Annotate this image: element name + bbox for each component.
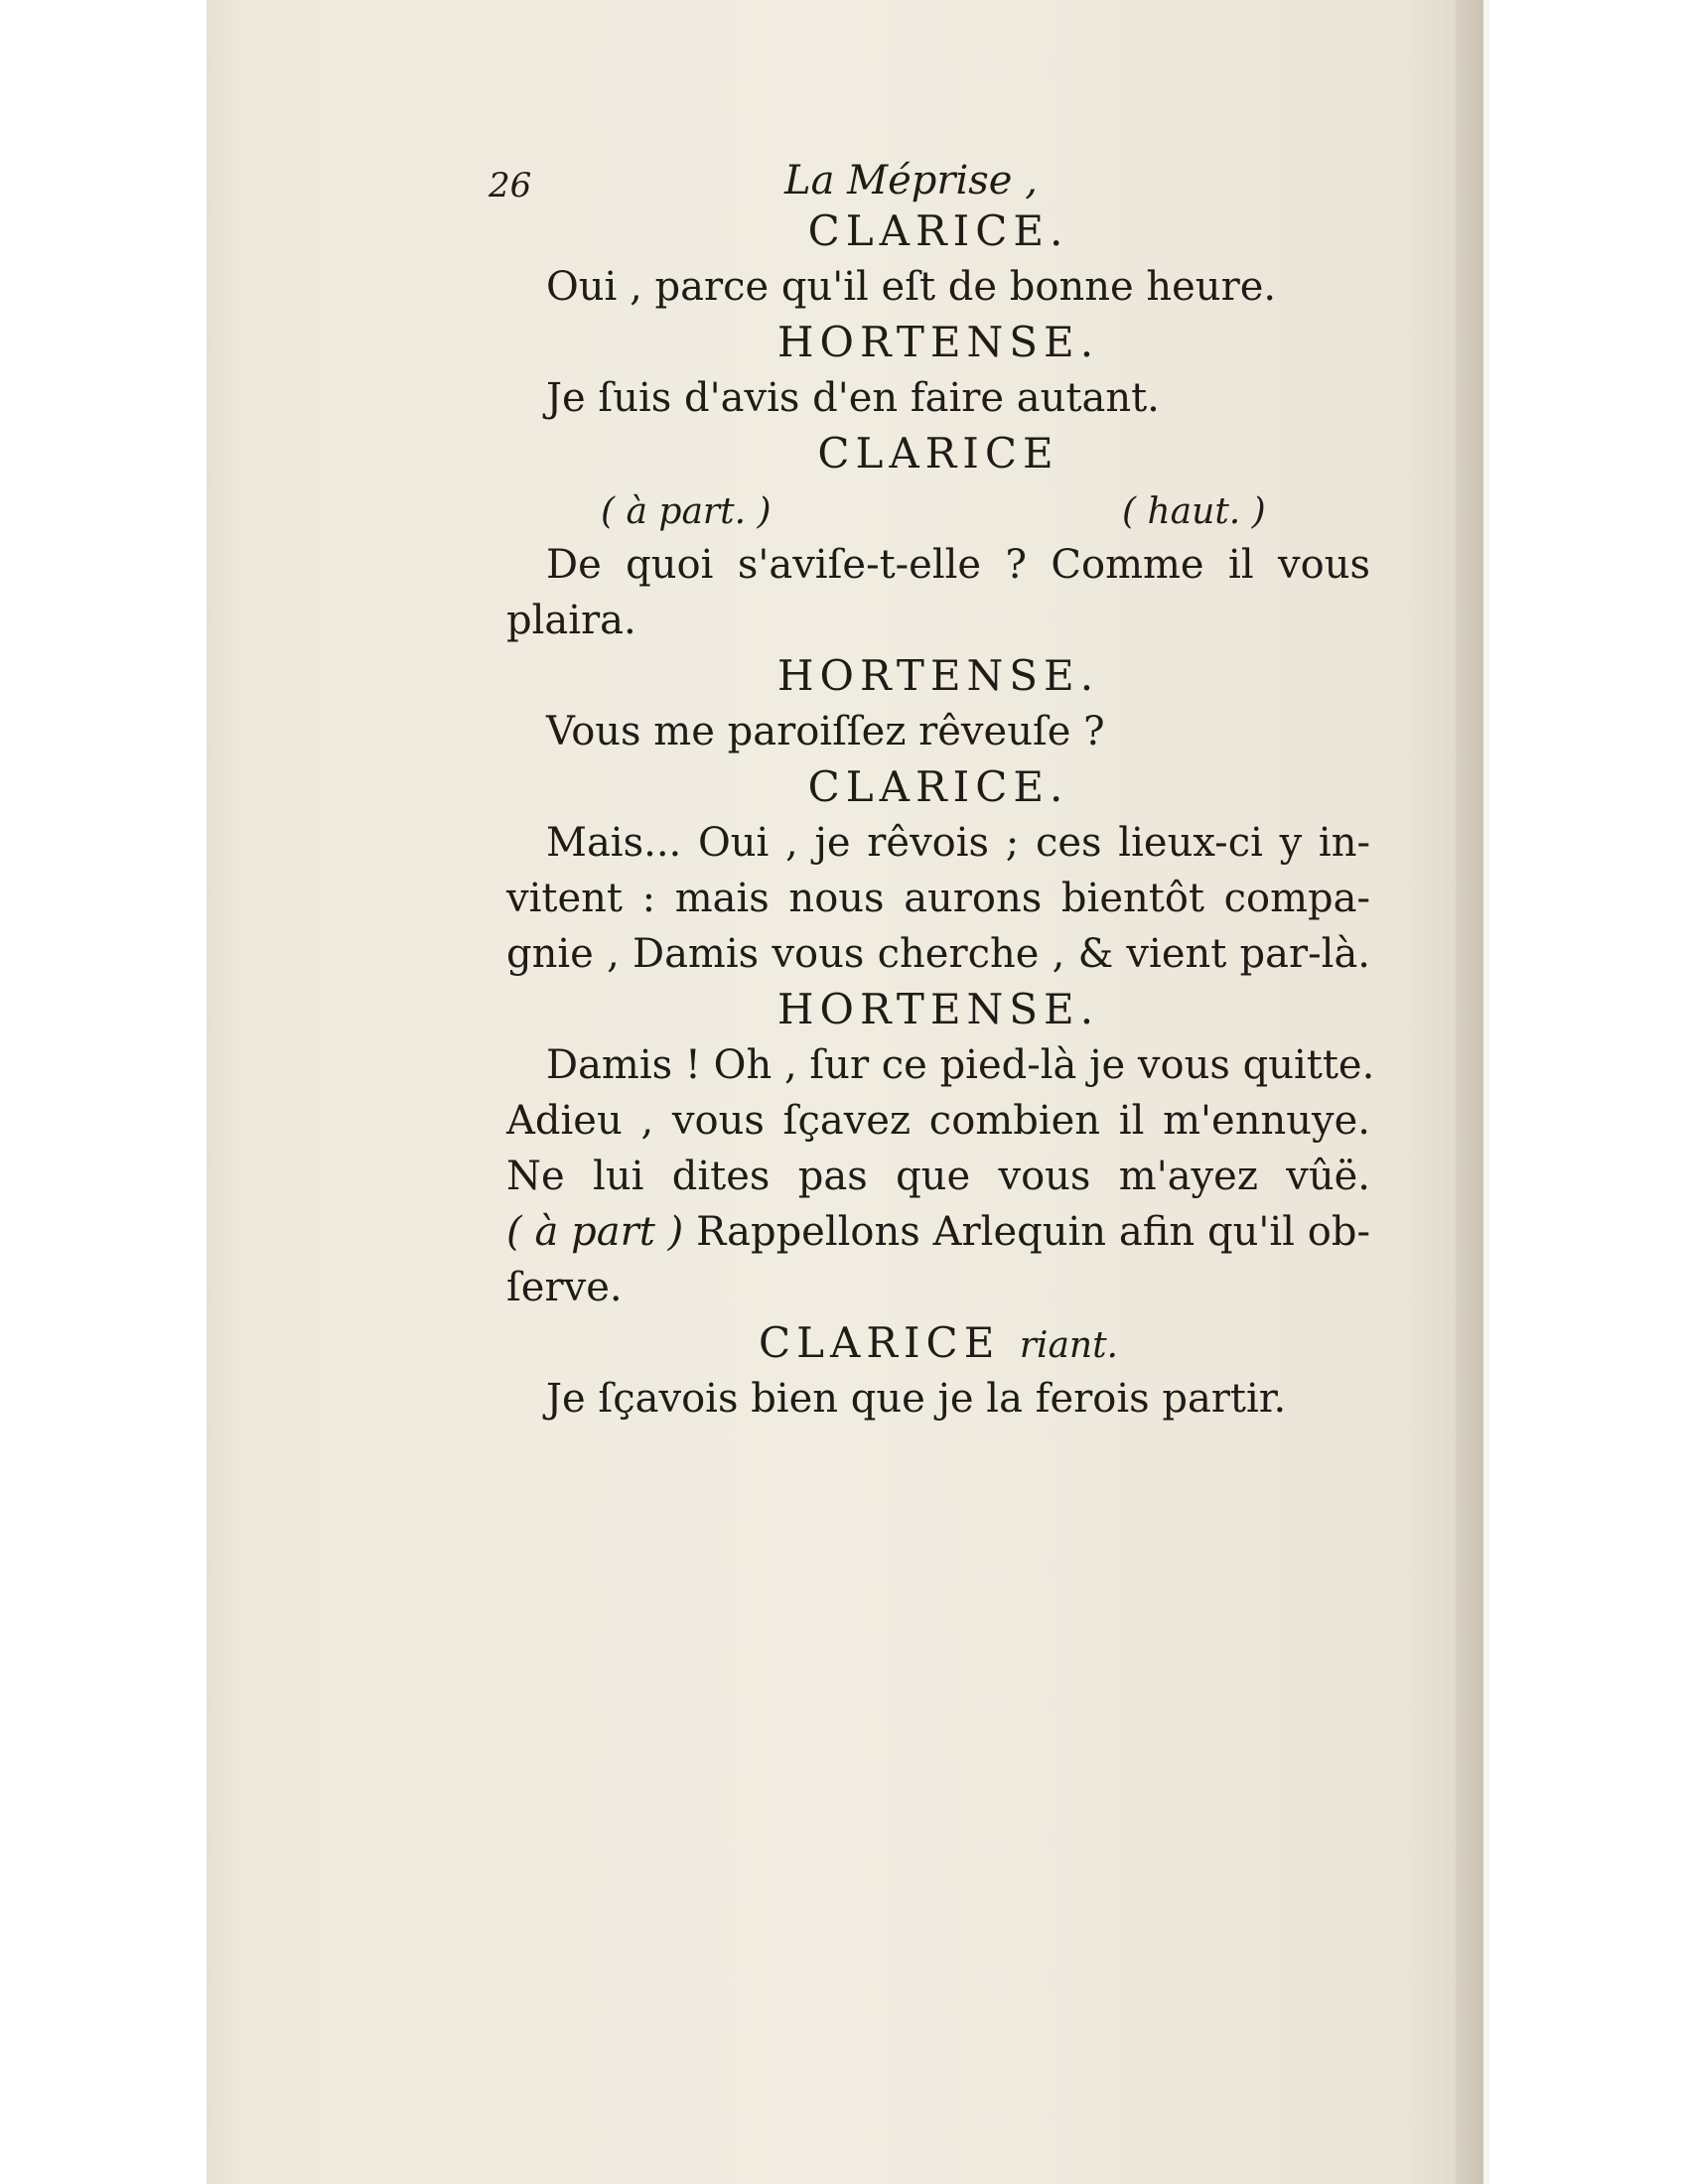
page-edge <box>1456 0 1483 2184</box>
page-edge-highlight <box>1483 0 1489 2184</box>
page-number: 26 <box>489 166 532 205</box>
speaker-name <box>506 1315 1370 1371</box>
speaker-label: CLARICE <box>758 1318 1001 1367</box>
stage-direction-aloud: ( haut. ) <box>1122 491 1266 532</box>
running-title: La Méprise , <box>784 158 1038 204</box>
stage-direction-aside: ( à part. ) <box>601 491 772 532</box>
dialogue-line: Vous me paroiſſez rêveuſe ? <box>546 709 1105 754</box>
page-text <box>489 154 1375 1427</box>
stage-directions <box>506 481 1370 537</box>
dialogue-line: Mais... Oui , je rêvois ; ces lieux-ci y in- <box>546 820 1370 866</box>
speaker-name: HORTENSE. <box>776 651 1100 700</box>
dialogue-line: Adieu , vous ſçavez combien il m'ennuye. <box>506 1098 1370 1144</box>
dialogue-line: gnie , Damis vous cherche , & vient par-là. <box>506 931 1370 977</box>
dialogue-line: Oui , parce qu'il eſt de bonne heure. <box>546 264 1277 310</box>
speaker-name: CLARICE <box>817 429 1059 478</box>
dialogue-line <box>506 1204 1370 1260</box>
running-head <box>489 154 1370 205</box>
stage-direction-aside: ( à part ) <box>506 1209 684 1255</box>
dialogue-line: Ne lui dites pas que vous m'ayez vûë. <box>506 1154 1370 1199</box>
speaker-name: CLARICE. <box>807 206 1069 255</box>
speaker-direction: riant. <box>1019 1325 1118 1366</box>
dialogue-line: plaira. <box>506 598 636 643</box>
speaker-name: HORTENSE. <box>776 985 1100 1033</box>
dialogue-line: ſerve. <box>506 1265 623 1310</box>
dialogue-line: vitent : mais nous aurons bientôt compa- <box>506 876 1370 921</box>
dialogue-line: Je ſçavois bien que je la ferois partir. <box>546 1376 1287 1422</box>
speaker-name: HORTENSE. <box>776 318 1100 366</box>
speaker-name: CLARICE. <box>807 762 1069 811</box>
dialogue-line: Je ſuis d'avis d'en faire autant. <box>546 375 1160 421</box>
dialogue-text: Rappellons Arlequin afin qu'il ob- <box>696 1209 1370 1255</box>
dialogue-line: De quoi s'aviſe-t-elle ? Comme il vous <box>546 542 1370 588</box>
dialogue-line: Damis ! Oh , ſur ce pied-là je vous quitte. <box>546 1042 1375 1088</box>
